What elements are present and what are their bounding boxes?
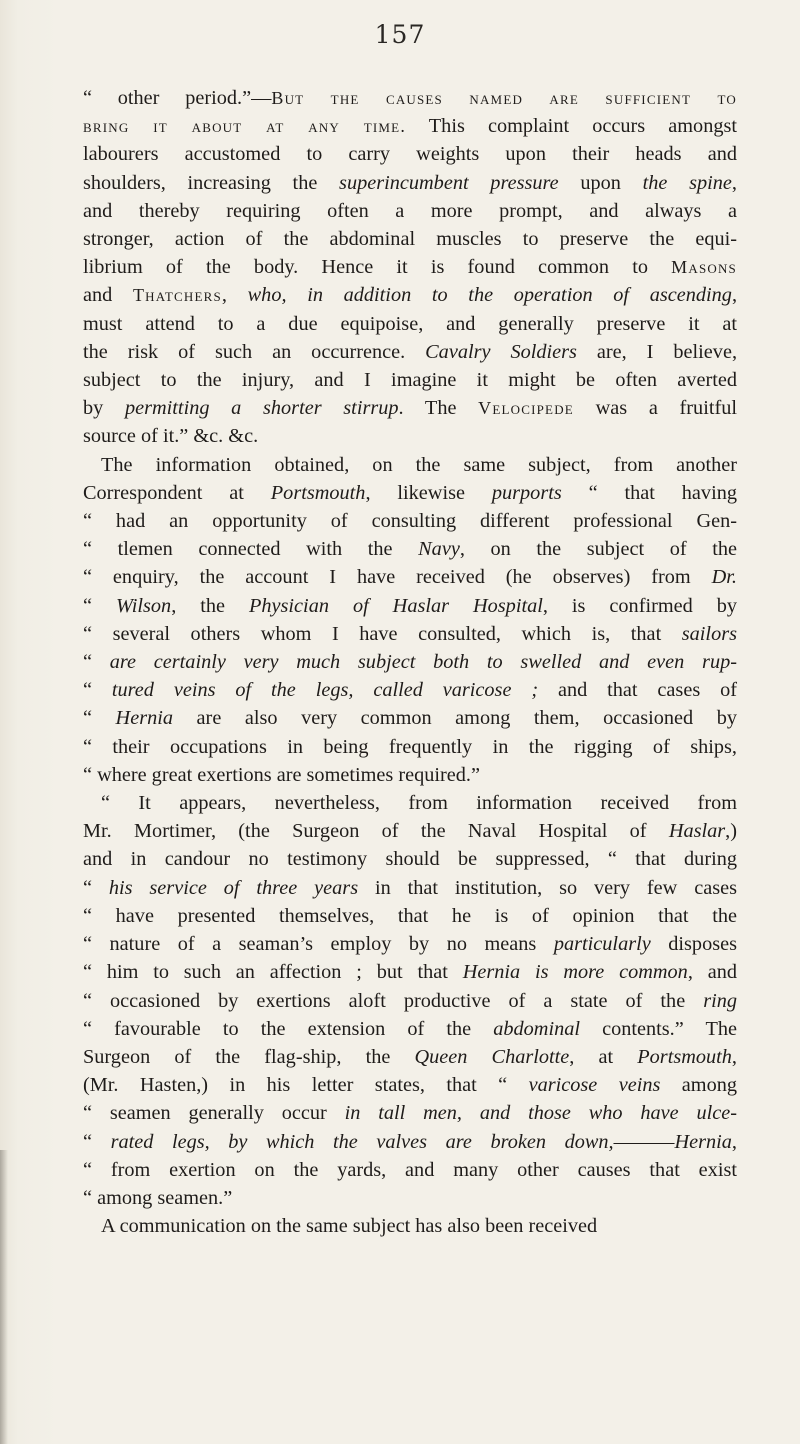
text-line: subject to the injury, and I imagine it might be often averted bbox=[83, 369, 737, 392]
text-line: “ his service of three years in that institution, so very few cases bbox=[83, 876, 737, 899]
text-line: “ Hernia are also very common among them, occasioned by bbox=[83, 707, 737, 730]
text-line: Surgeon of the flag-ship, the Queen Charlotte, at Portsmouth, bbox=[83, 1045, 737, 1068]
text-line: “ tlemen connected with the Navy, on the subject of the bbox=[83, 538, 737, 561]
text-line: bring it about at any time. This complaint occurs amongst bbox=[83, 115, 738, 138]
text-line: stronger, action of the abdominal muscles to preserve the equi- bbox=[83, 228, 737, 251]
body-text bbox=[83, 84, 737, 1240]
text-line: “ other period.”—But the causes named are sufficient to bbox=[83, 87, 737, 109]
text-line: source of it.” &c. &c. bbox=[83, 425, 259, 448]
text-line: “ where great exertions are sometimes required.” bbox=[83, 763, 480, 786]
text-line: “ their occupations in being frequently in the rigging of ships, bbox=[83, 735, 737, 758]
text-line: Mr. Mortimer, (the Surgeon of the Naval Hospital of Haslar,) bbox=[83, 820, 737, 843]
text-line: “ several others whom I have consulted, which is, that sailors bbox=[83, 622, 737, 645]
text-line: “ occasioned by exertions aloft productive of a state of the ring bbox=[83, 989, 737, 1012]
text-line: labourers accustomed to carry weights upon their heads and bbox=[83, 143, 737, 166]
text-line: The information obtained, on the same subject, from another bbox=[101, 453, 737, 476]
text-line: shoulders, increasing the superincumbent pressure upon the spine, bbox=[83, 171, 737, 194]
text-line: “ Wilson, the Physician of Haslar Hospital, is confirmed by bbox=[83, 594, 738, 617]
text-line: “ tured veins of the legs, called varicose ; and that cases of bbox=[83, 679, 737, 702]
text-line: “ enquiry, the account I have received (he observes) from Dr. bbox=[83, 566, 737, 589]
text-line: “ seamen generally occur in tall men, and those who have ulce- bbox=[83, 1102, 738, 1125]
text-line: “ him to such an affection ; but that Hernia is more common, and bbox=[83, 961, 737, 984]
text-line: “ It appears, nevertheless, from information received from bbox=[101, 792, 737, 815]
text-line: “ are certainly very much subject both to swelled and even rup- bbox=[83, 651, 737, 674]
text-line: A communication on the same subject has also been received bbox=[101, 1215, 598, 1238]
page-number: 157 bbox=[374, 20, 426, 49]
text-line: “ rated legs, by which the valves are broken down,———Hernia, bbox=[83, 1130, 737, 1153]
text-line: and in candour no testimony should be suppressed, “ that during bbox=[83, 848, 737, 871]
text-line: “ among seamen.” bbox=[83, 1186, 233, 1209]
text-line: Correspondent at Portsmouth, likewise purports “ that having bbox=[83, 481, 737, 504]
text-line: and thereby requiring often a more prompt, and always a bbox=[83, 199, 737, 222]
text-line: “ had an opportunity of consulting different professional Gen- bbox=[83, 510, 737, 533]
text-line: “ have presented themselves, that he is of opinion that the bbox=[83, 904, 737, 927]
text-line: and Thatchers, who, in addition to the operation of ascending, bbox=[83, 284, 738, 307]
text-line: librium of the body. Hence it is found common to Masons bbox=[83, 256, 737, 279]
binding-shadow bbox=[0, 1150, 8, 1444]
text-line: “ nature of a seaman’s employ by no means particularly disposes bbox=[83, 933, 737, 956]
text-line: “ from exertion on the yards, and many other causes that exist bbox=[83, 1158, 737, 1181]
text-line: must attend to a due equipoise, and generally preserve it at bbox=[83, 312, 737, 335]
text-line: “ favourable to the extension of the abdominal contents.” The bbox=[83, 1017, 737, 1040]
text-line: by permitting a shorter stirrup. The Velocipede was a fruitful bbox=[83, 397, 737, 420]
text-line: (Mr. Hasten,) in his letter states, that “ varicose veins among bbox=[83, 1074, 737, 1097]
text-line: the risk of such an occurrence. Cavalry Soldiers are, I believe, bbox=[83, 340, 738, 363]
